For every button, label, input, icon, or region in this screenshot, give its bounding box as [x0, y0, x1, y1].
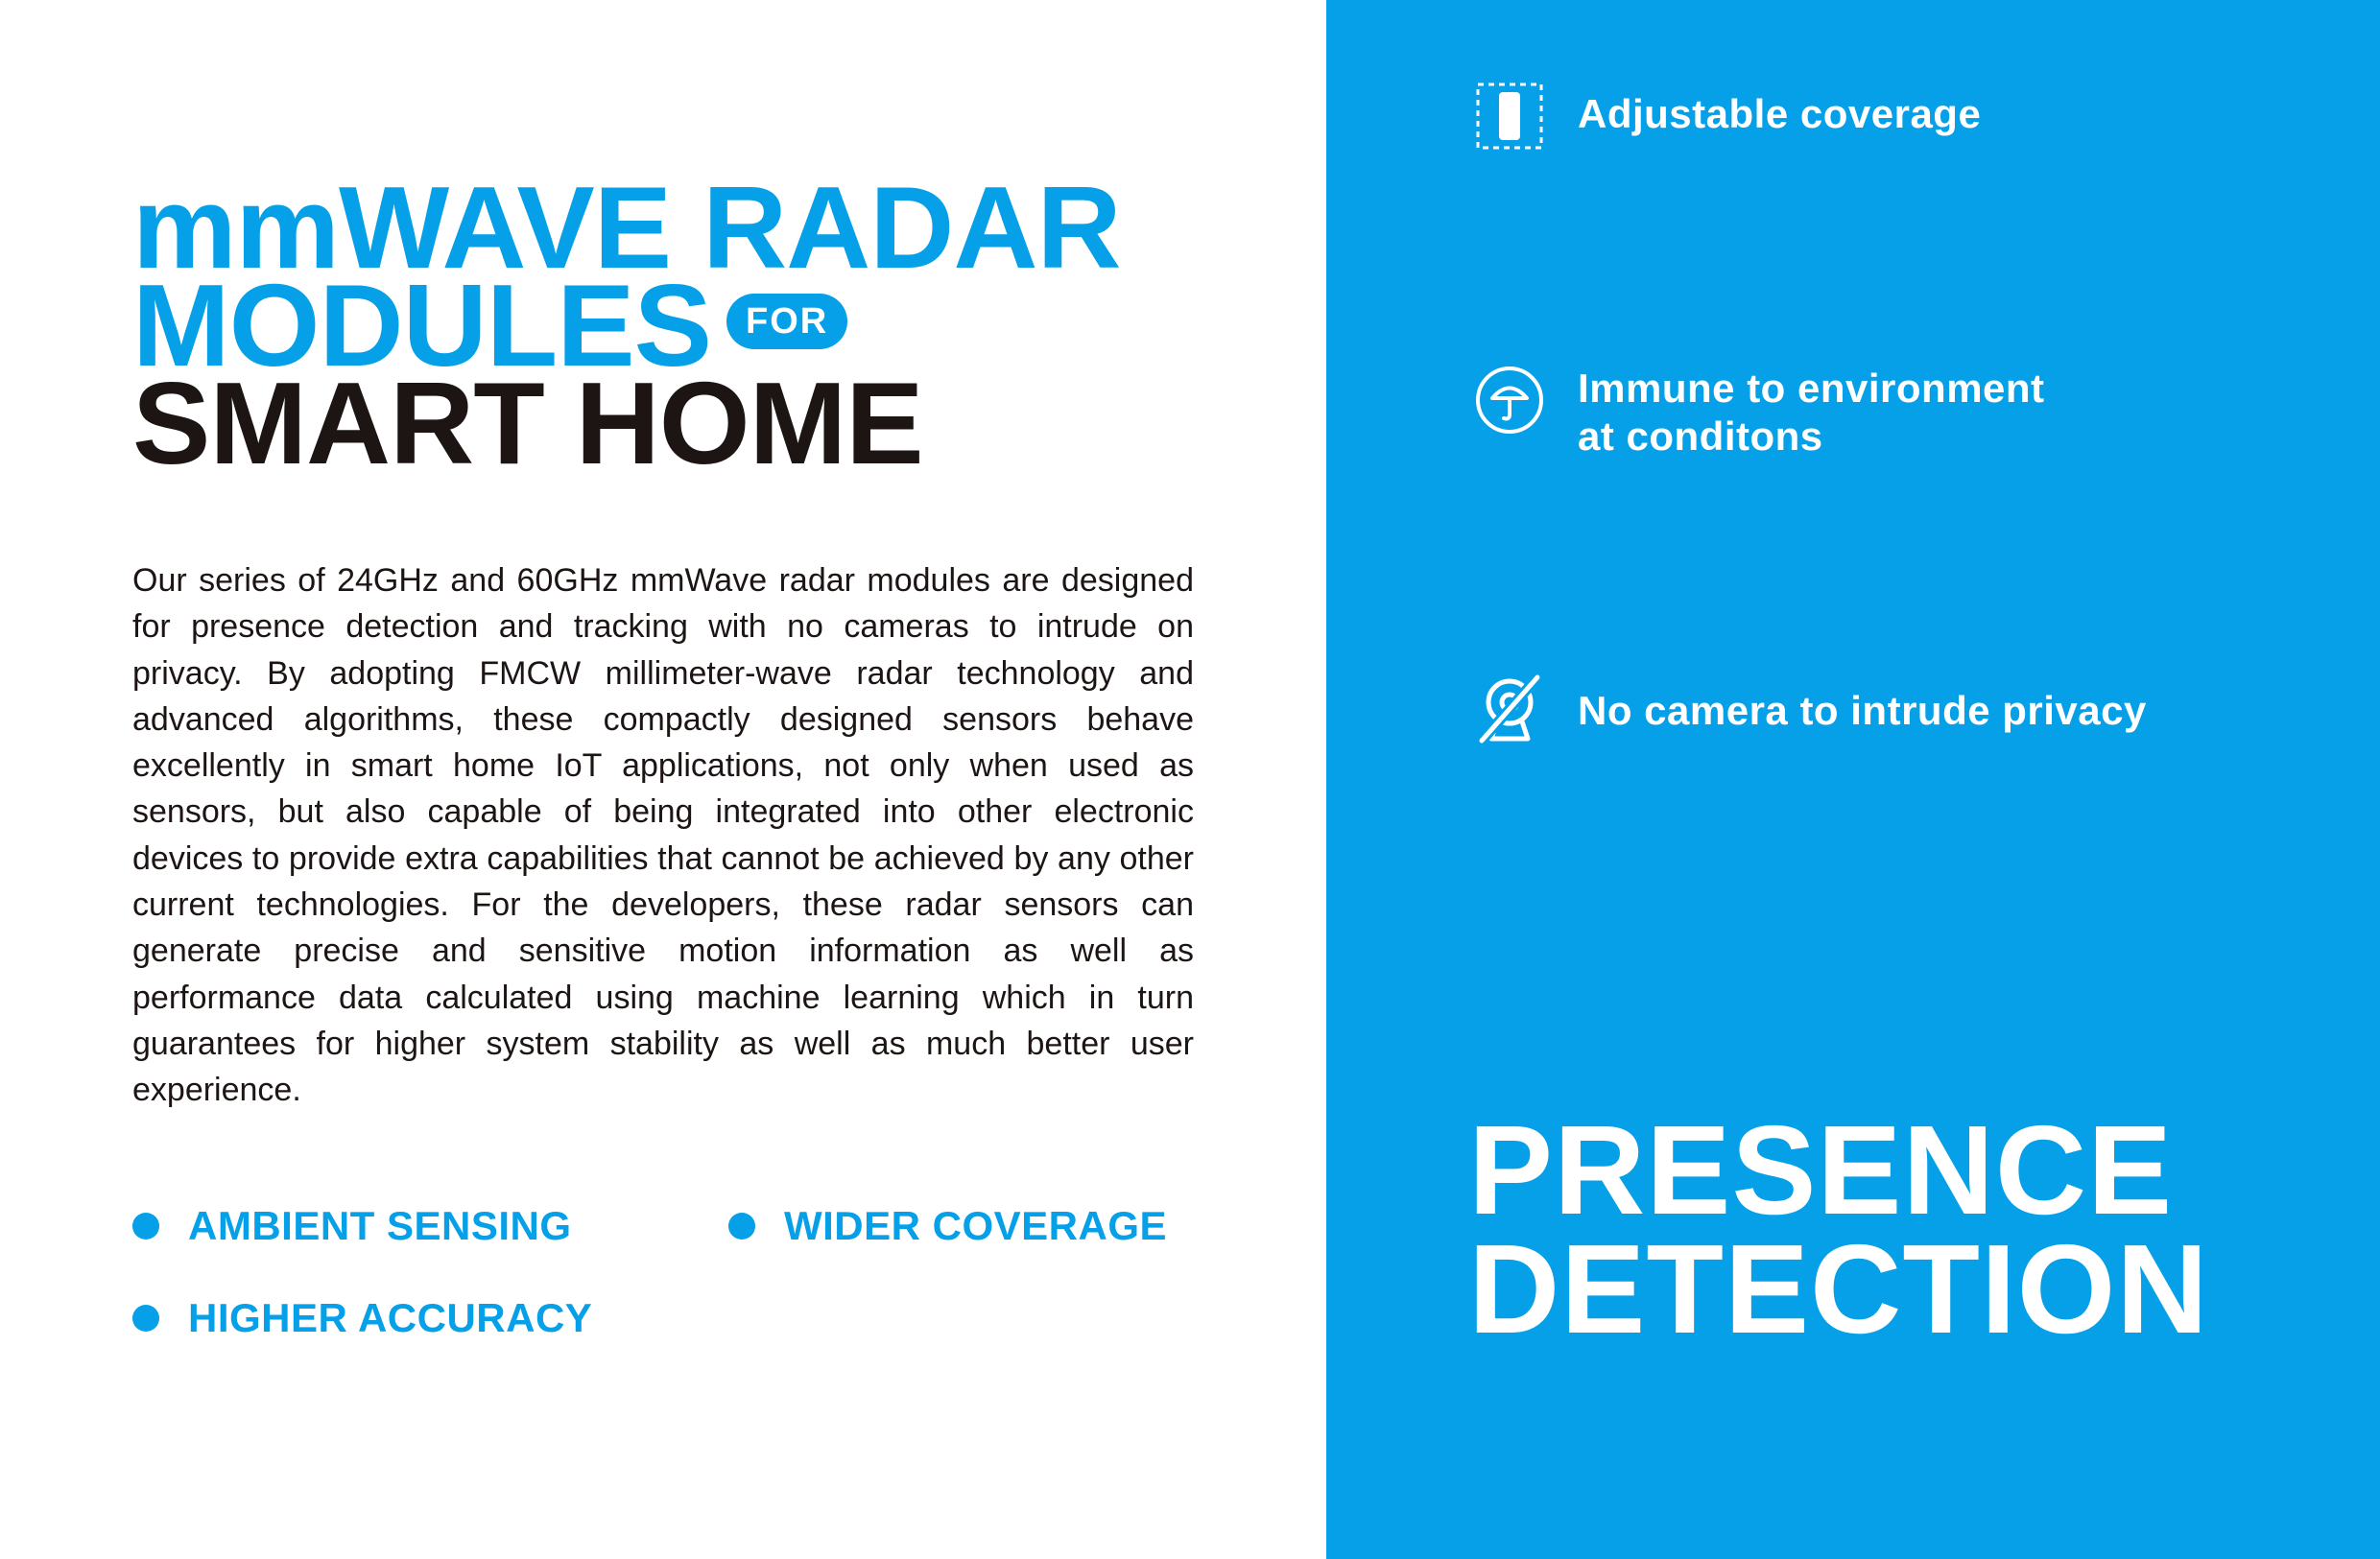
hero-heading: [1468, 1099, 2209, 1359]
features-list: [132, 1199, 1207, 1353]
benefit-label: No camera to intrude privacy: [1578, 688, 2147, 733]
benefit-no-camera: [1474, 673, 2147, 744]
benefit-label: Adjustable coverage: [1578, 91, 1982, 136]
for-pill-badge: FOR: [726, 294, 847, 349]
benefit-immune-environment: [1474, 365, 2045, 461]
feature-item-higher-accuracy: [132, 1291, 592, 1345]
no-camera-icon: [1474, 673, 1545, 744]
benefit-label: Immune to environment at conditons: [1578, 366, 2045, 459]
hero-line-1: PRESENCE: [1468, 1099, 2174, 1240]
description-paragraph: Our series of 24GHz and 60GHz mmWave radar modules are designed for presence detection and tracking with no cameras to intrude on privacy. By adopting FMCW millimeter-wave radar technology and advanced algorithms, these compactly designed sensors behave excellently in smart home IoT applications, not only when used as sensors, but also capable of being integrated into other electronic devices to provide extra capabilities that cannot be achieved by any other current technologies. For the developers, these radar sensors can generate precise and sensitive motion information as well as performance data calculated using machine learning which in turn guarantees for higher system stability as well as much better user experience.: [132, 562, 1194, 1109]
feature-item-ambient-sensing: [132, 1199, 572, 1253]
title-modules: MODULES: [132, 260, 711, 390]
title-line-3: SMART HOME: [132, 358, 923, 488]
title-line-1: mmWAVE RADAR: [132, 162, 1121, 293]
bullet-dot-icon: [132, 1213, 159, 1240]
hero-line-2: DETECTION: [1468, 1218, 2209, 1359]
bullet-dot-icon: [728, 1213, 755, 1240]
coverage-icon: [1474, 81, 1545, 152]
umbrella-icon: [1474, 365, 1545, 436]
feature-label: HIGHER ACCURACY: [188, 1295, 593, 1340]
feature-item-wider-coverage: [728, 1199, 1167, 1253]
benefit-adjustable-coverage: [1474, 81, 1981, 152]
feature-label: WIDER COVERAGE: [784, 1203, 1168, 1248]
page-title: [132, 162, 1121, 488]
bullet-dot-icon: [132, 1305, 159, 1332]
feature-label: AMBIENT SENSING: [188, 1203, 572, 1248]
